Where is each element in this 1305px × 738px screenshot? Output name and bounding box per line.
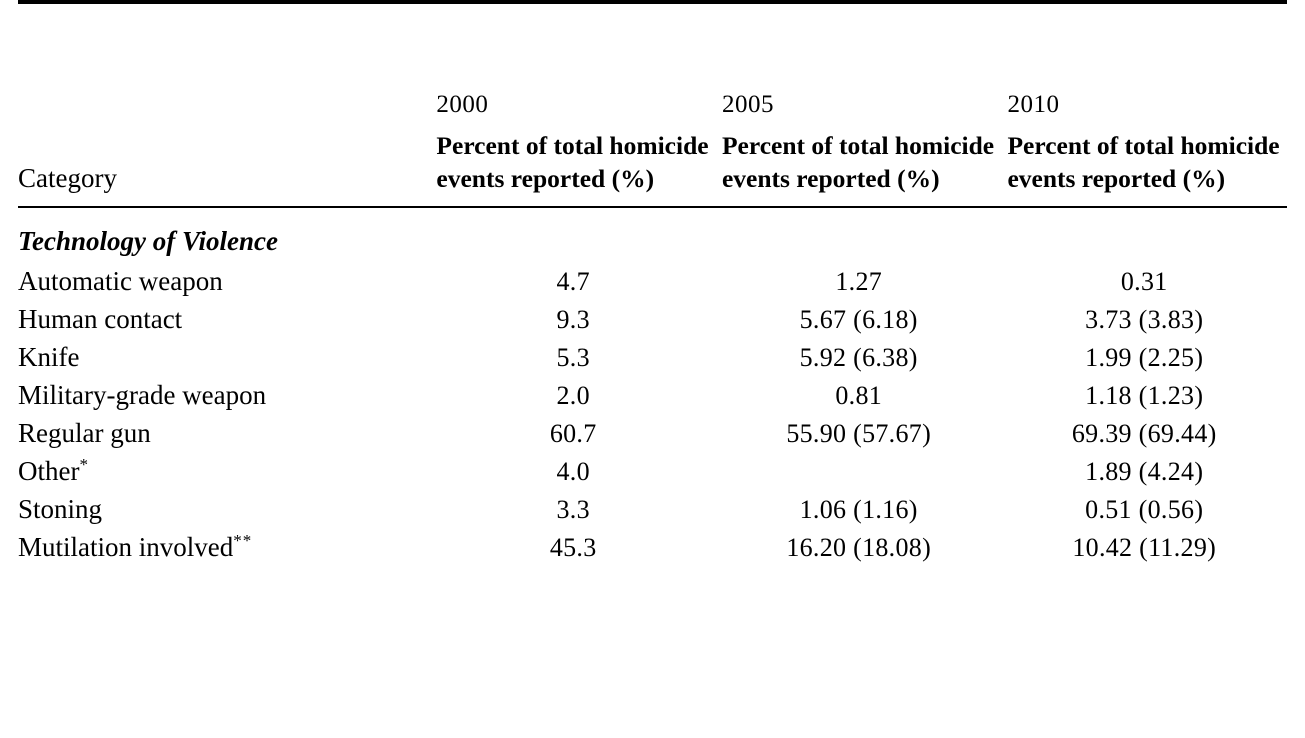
- row-category-label: Stoning: [18, 494, 103, 525]
- row-value-2010: 69.39 (69.44): [1071, 419, 1217, 449]
- row-category-label: Mutilation involved: [18, 532, 234, 563]
- row-value-2005: 0.81: [835, 381, 883, 411]
- row-value-2005: 1.27: [835, 267, 883, 297]
- row-category-label: Regular gun: [18, 418, 151, 449]
- table-header-row: [18, 2, 1287, 206]
- row-value-2000: 4.7: [556, 267, 590, 297]
- row-category: [18, 529, 430, 567]
- row-category: [18, 415, 430, 453]
- row-value-2005: 1.06 (1.16): [799, 495, 918, 525]
- table-header: [18, 2, 1287, 207]
- row-value-2000: 9.3: [556, 305, 590, 335]
- row-category: [18, 263, 430, 301]
- row-category: [18, 377, 430, 415]
- row-value-2010: 1.18 (1.23): [1085, 381, 1204, 411]
- row-value-2005: 16.20 (18.08): [786, 533, 932, 563]
- column-header-2000: [430, 2, 716, 206]
- row-value-2005: [716, 453, 1002, 491]
- row-value-2000: 60.7: [549, 419, 597, 449]
- column-header-2005-desc: Percent of total homicide events reported (%): [721, 130, 995, 194]
- row-category: [18, 301, 430, 339]
- column-header-2005: [716, 2, 1002, 206]
- homicide-technology-table: [18, 0, 1287, 567]
- table-row: [18, 263, 1287, 301]
- row-value-2000: 5.3: [556, 343, 590, 373]
- row-value-2010: 1.89 (4.24): [1085, 457, 1204, 487]
- table-row: [18, 529, 1287, 567]
- row-category: [18, 453, 430, 491]
- row-category-label: Human contact: [18, 304, 183, 335]
- table-row: [18, 301, 1287, 339]
- table-row: [18, 415, 1287, 453]
- row-value-2000: 2.0: [556, 381, 590, 411]
- column-header-2000-desc: Percent of total homicide events reported (%): [436, 130, 709, 194]
- column-header-2005-year: 2005: [721, 90, 774, 118]
- row-category: [18, 339, 430, 377]
- row-category-label: Other: [18, 456, 80, 487]
- table-section-heading: [18, 207, 1287, 263]
- table-row: [18, 339, 1287, 377]
- row-category: [18, 491, 430, 529]
- row-value-2000: 3.3: [556, 495, 590, 525]
- row-value-2005: 5.67 (6.18): [799, 305, 918, 335]
- row-value-2010: 3.73 (3.83): [1085, 305, 1204, 335]
- row-value-2010: 1.99 (2.25): [1085, 343, 1204, 373]
- column-header-2010-year: 2010: [1007, 90, 1060, 118]
- row-value-2010: 0.31: [1120, 267, 1168, 297]
- footnote-marker: *: [79, 455, 89, 475]
- column-header-category-label: Category: [18, 162, 117, 193]
- row-category-label: Knife: [18, 342, 80, 373]
- table-body: [18, 207, 1287, 567]
- column-header-category: [18, 2, 430, 206]
- table-row: [18, 491, 1287, 529]
- row-value-2010: 10.42 (11.29): [1072, 533, 1217, 563]
- column-header-2010-desc: Percent of total homicide events reported (%): [1007, 130, 1280, 194]
- footnote-marker: **: [233, 531, 253, 551]
- section-label: Technology of Violence: [18, 225, 278, 256]
- column-header-2000-year: 2000: [436, 90, 489, 118]
- row-value-2000: 4.0: [556, 457, 590, 487]
- row-category-label: Automatic weapon: [18, 266, 223, 297]
- row-value-2005: 55.90 (57.67): [786, 419, 932, 449]
- table-row: [18, 377, 1287, 415]
- row-value-2010: 0.51 (0.56): [1085, 495, 1204, 525]
- row-value-2000: 45.3: [549, 533, 597, 563]
- row-category-label: Military-grade weapon: [18, 380, 267, 411]
- column-header-2010: [1001, 2, 1287, 206]
- table-row: [18, 453, 1287, 491]
- row-value-2005: 5.92 (6.38): [799, 343, 918, 373]
